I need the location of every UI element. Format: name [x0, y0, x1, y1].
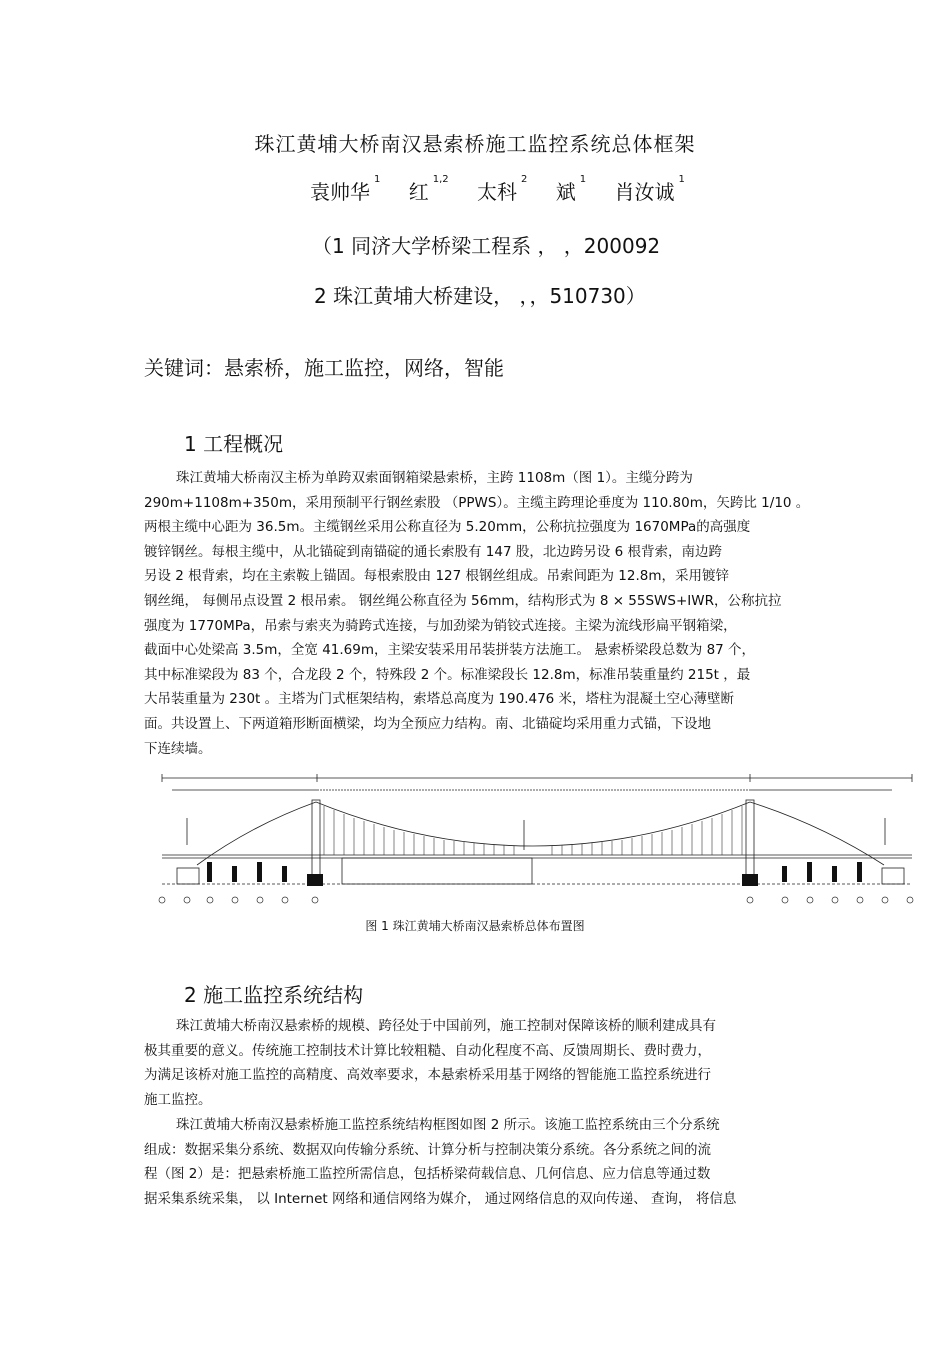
text-line: 珠江黄埔大桥南汉悬索桥的规模、跨径处于中国前列，施工控制对保障该桥的顺利建成具有: [176, 1018, 716, 1034]
text-line: 强度为 1770MPa，吊索与索夹为骑跨式连接，与加劲梁为销铰式连接。主梁为流线形扁平钢箱梁，: [144, 617, 737, 634]
author-name: 肖汝诚$^1$: [614, 174, 685, 204]
text-line: 珠江黄埔大桥南汉悬索桥施工监控系统结构框图如图 2 所示。该施工监控系统由三个分系统: [176, 1117, 720, 1133]
bridge-layout-figure: [152, 770, 922, 910]
affiliation: 2 珠江黄埔大桥建设， ，，510730）: [314, 284, 646, 308]
text-line: 组成：数据采集分系统、数据双向传输分系统、计算分析与控制决策分系统。各分系统之间的流: [144, 1141, 711, 1158]
text-line: 面。共设置上、下两道箱形断面横梁，均为全预应力结构。南、北锚碇均采用重力式锚，下设地: [144, 715, 711, 732]
paper-title: 珠江黄埔大桥南汉悬索桥施工监控系统总体框架: [254, 132, 696, 156]
keywords: 关键词：悬索桥，施工监控，网络，智能: [144, 356, 504, 380]
text-line: 施工监控。: [144, 1091, 212, 1108]
text-line: 珠江黄埔大桥南汉主桥为单跨双索面钢箱梁悬索桥，主跨 1108m（图 1）。主缆分跨为: [176, 470, 693, 486]
text-line: 极其重要的意义。传统施工控制技术计算比较粗糙、自动化程度不高、反馈周期长、费时费力，: [144, 1042, 711, 1059]
affiliation: （1 同济大学桥梁工程系 ， ，200092: [312, 234, 661, 258]
section-heading: 2 施工监控系统结构: [184, 983, 364, 1007]
section-heading: 1 工程概况: [184, 432, 284, 456]
paragraph: [144, 466, 850, 761]
text-line: 其中标准梁段为 83 个，合龙段 2 个，特殊段 2 个。标准梁段长 12.8m，标准吊装重量约 215t ，最: [144, 666, 751, 683]
text-line: 据采集系统采集， 以 Internet 网络和通信网络为媒介， 通过网络信息的双向传递、 查询， 将信息: [144, 1190, 737, 1207]
text-line: 另设 2 根背索，均在主索鞍上锚固。每根索股由 127 根钢丝组成。吊索间距为 12.8m，采用镀锌: [144, 568, 730, 585]
author-name: 斌$^1$: [555, 174, 587, 204]
paragraph: [144, 1014, 850, 1112]
author-name: 袁帅华$^1$: [310, 174, 381, 204]
text-line: 程（图 2）是：把悬索桥施工监控所需信息，包括桥梁荷载信息、几何信息、应力信息等通过数: [144, 1166, 711, 1183]
text-line: 大吊装重量为 230t 。主塔为门式框架结构，索塔总高度为 190.476 米，塔柱为混凝土空心薄壁断: [144, 691, 735, 708]
text-line: 钢丝绳， 每侧吊点设置 2 根吊索。 钢丝绳公称直径为 56mm，结构形式为 8 × 55SWS+IWR，公称抗拉: [144, 592, 782, 609]
text-line: 截面中心处梁高 3.5m，全宽 41.69m，主梁安装采用吊装拼装方法施工。 悬索桥梁段总数为 87 个，: [144, 642, 756, 659]
author-name: 太科$^2$: [477, 174, 528, 204]
text-line: 290m+1108m+350m，采用预制平行钢丝索股 （PPWS）。主缆主跨理论垂度为 110.80m，矢跨比 1/10 。: [144, 494, 810, 511]
text-line: 镀锌钢丝。每根主缆中，从北锚碇到南锚碇的通长索股有 147 股，北边跨另设 6 根背索，南边跨: [144, 543, 723, 560]
author-list: [310, 176, 707, 205]
paragraph: [144, 1113, 850, 1211]
author-name: 红$^{1,2}$: [408, 174, 449, 204]
figure-caption: 图 1 珠江黄埔大桥南汉悬索桥总体布置图: [365, 919, 585, 933]
text-line: 两根主缆中心距为 36.5m。主缆钢丝采用公称直径为 5.20mm，公称抗拉强度为 1670MPa的高强度: [144, 519, 751, 536]
text-line: 为满足该桥对施工监控的高精度、高效率要求，本悬索桥采用基于网络的智能施工监控系统进行: [144, 1067, 711, 1084]
text-line: 下连续墙。: [144, 740, 212, 757]
